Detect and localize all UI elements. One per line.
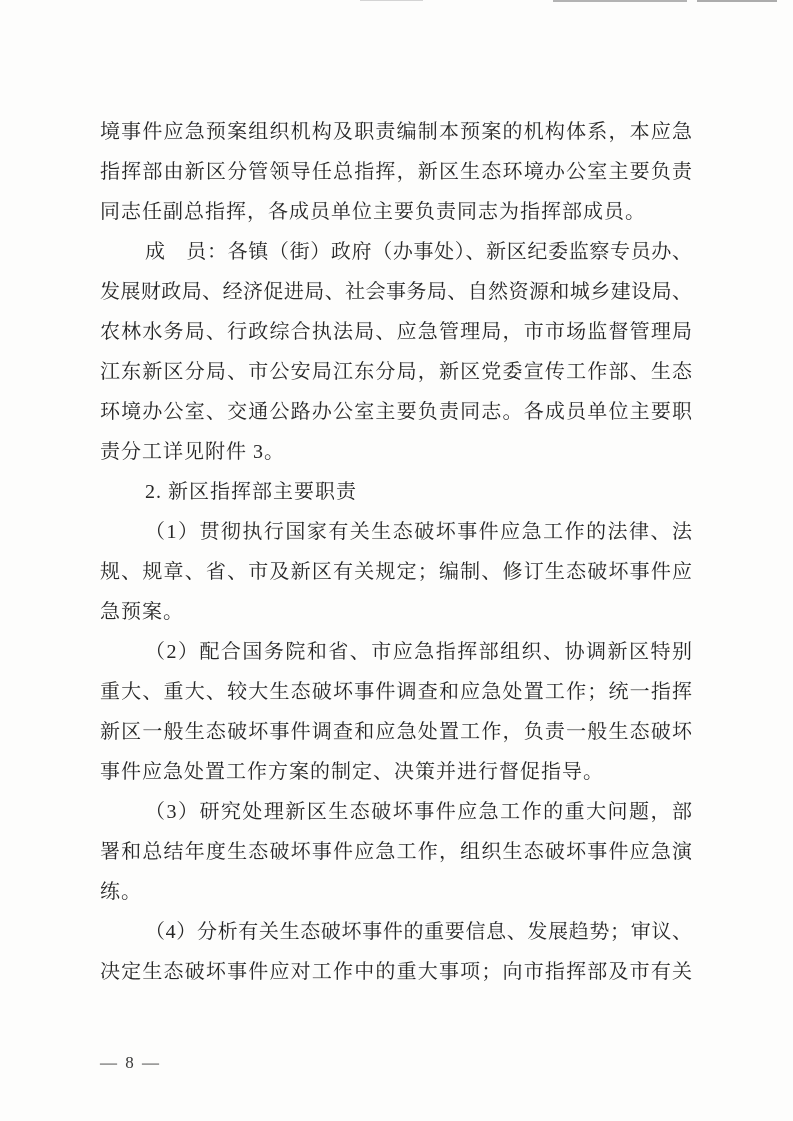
text-line: 规、规章、省、市及新区有关规定；编制、修订生态破坏事件应: [100, 561, 692, 583]
text-line: 练。: [100, 881, 142, 903]
scan-artifact: [360, 0, 423, 1]
text-line: 同志任副总指挥，各成员单位主要负责同志为指挥部成员。: [100, 201, 646, 223]
text-line: 急预案。: [100, 601, 184, 623]
page-number: — 8 —: [100, 1053, 161, 1072]
text-line: （3）研究处理新区生态破坏事件应急工作的重大问题，部: [145, 801, 692, 823]
text-line: 成 员：各镇（街）政府（办事处）、新区纪委监察专员办、: [145, 241, 692, 263]
text-line: （1）贯彻执行国家有关生态破坏事件应急工作的法律、法: [145, 521, 692, 543]
text-line: 江东新区分局、市公安局江东分局，新区党委宣传工作部、生态: [100, 361, 692, 383]
text-line: 新区一般生态破坏事件调查和应急处置工作，负责一般生态破坏: [100, 721, 692, 743]
text-line: 决定生态破坏事件应对工作中的重大事项；向市指挥部及市有关: [100, 961, 692, 983]
page-footer: [100, 1050, 161, 1076]
text-line: 环境办公室、交通公路办公室主要负责同志。各成员单位主要职: [100, 401, 692, 423]
text-line: 指挥部由新区分管领导任总指挥，新区生态环境办公室主要负责: [100, 161, 692, 183]
scan-artifact: [697, 0, 777, 2]
text-line: 责分工详见附件 3。: [100, 441, 285, 463]
text-line: （2）配合国务院和省、市应急指挥部组织、协调新区特别: [145, 641, 692, 663]
section-heading-line: 2. 新区指挥部主要职责: [145, 481, 357, 503]
text-line: 署和总结年度生态破坏事件应急工作，组织生态破坏事件应急演: [100, 841, 692, 863]
page-body-text: [100, 112, 692, 992]
text-line: 发展财政局、经济促进局、社会事务局、自然资源和城乡建设局、: [100, 281, 692, 303]
text-line: 境事件应急预案组织机构及职责编制本预案的机构体系，本应急: [100, 121, 692, 143]
text-line: 重大、重大、较大生态破坏事件调查和应急处置工作；统一指挥: [100, 681, 692, 703]
text-line: 事件应急处置工作方案的制定、决策并进行督促指导。: [100, 761, 604, 783]
text-line: （4）分析有关生态破坏事件的重要信息、发展趋势；审议、: [145, 921, 692, 943]
text-line: 农林水务局、行政综合执法局、应急管理局，市市场监督管理局: [100, 321, 692, 343]
scan-artifact: [553, 0, 687, 2]
